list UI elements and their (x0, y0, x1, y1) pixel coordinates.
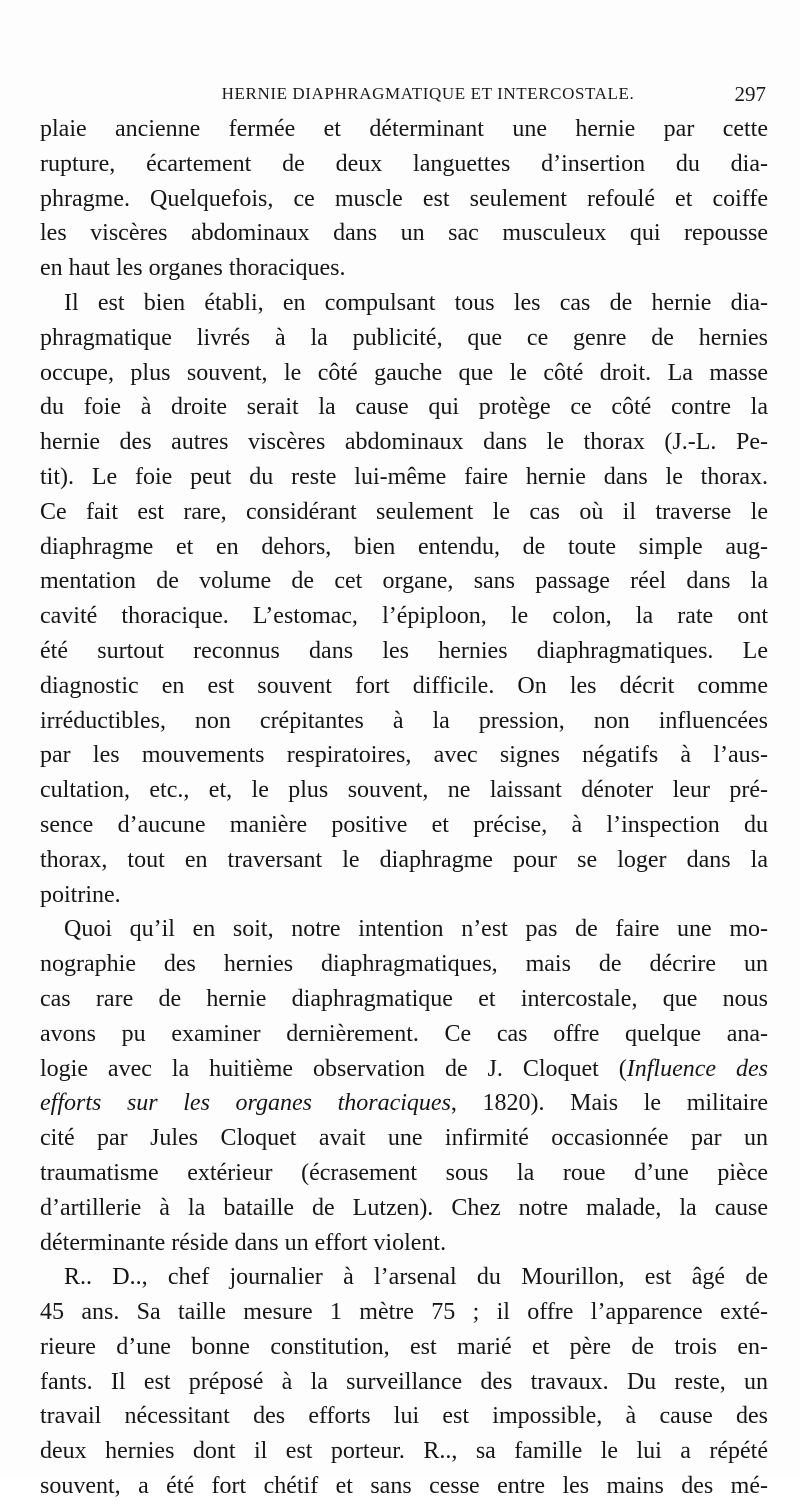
text-line: occupe, plus souvent, le côté gauche que le côté droit. La masse (40, 359, 768, 386)
text-line: hernie des autres viscères abdominaux dans le thorax (J.-L. Pe- (40, 429, 768, 456)
text-line: irréductibles, non crépitantes à la pression, non influencées (40, 707, 768, 734)
text-line: d’artillerie à la bataille de Lutzen). Chez notre malade, la cause (40, 1194, 768, 1221)
text-line: poitrine. (40, 881, 121, 908)
text-line: plaie ancienne fermée et déterminant une hernie par cette (40, 116, 768, 142)
text-line: en haut les organes thoraciques. (40, 255, 346, 282)
text-line: phragmatique livrés à la publicité, que ce genre de hernies (40, 324, 768, 351)
text-line: deux hernies dont il est porteur. R.., sa famille le lui a répété (40, 1438, 768, 1465)
text-line: les viscères abdominaux dans un sac musculeux qui repousse (40, 220, 768, 247)
text-segment: logie avec la huitième observation de J. Cloquet ( (40, 1055, 627, 1082)
text-line: travail nécessitant des efforts lui est impossible, à cause des (40, 1403, 768, 1430)
cited-work-title: Influence des (626, 1055, 768, 1082)
text-line: cavité thoracique. L’estomac, l’épiploon, le colon, la rate ont (40, 603, 768, 630)
page-number: 297 (734, 82, 766, 106)
text-line: traumatisme extérieur (écrasement sous la roue d’une pièce (40, 1159, 768, 1186)
text-line: diagnostic en est souvent fort difficile. On les décrit comme (40, 672, 768, 699)
text-line: cultation, etc., et, le plus souvent, ne laissant dénoter leur pré- (40, 777, 768, 804)
text-line: 45 ans. Sa taille mesure 1 mètre 75 ; il offre l’apparence exté- (40, 1299, 768, 1326)
cited-work-title: efforts sur les organes thoraciques (40, 1090, 451, 1117)
paragraph-1 (40, 112, 768, 286)
text-line: rieure d’une bonne constitution, est marié et père de trois en- (40, 1333, 768, 1360)
paragraph-3 (40, 912, 768, 1260)
text-line: thorax, tout en traversant le diaphragme pour se loger dans la (40, 846, 768, 873)
text-line: souvent, a été fort chétif et sans cesse entre les mains des mé- (40, 1473, 768, 1500)
text-line: Il est bien établi, en compulsant tous les cas de hernie dia- (64, 289, 768, 316)
paragraph-2 (40, 286, 768, 912)
text-line: du foie à droite serait la cause qui protège ce côté contre la (40, 394, 768, 421)
text-line: cas rare de hernie diaphragmatique et intercostale, que nous (40, 985, 768, 1012)
body-text (40, 112, 768, 1504)
text-line: sence d’aucune manière positive et précise, à l’inspection du (40, 811, 768, 838)
text-line: déterminante réside dans un effort violent. (40, 1229, 447, 1256)
text-line (40, 1052, 768, 1087)
text-line: par les mouvements respiratoires, avec signes négatifs à l’aus- (40, 742, 768, 769)
text-line: Ce fait est rare, considérant seulement le cas où il traverse le (40, 498, 768, 525)
paragraph-4 (40, 1260, 768, 1504)
text-line: tit). Le foie peut du reste lui-même faire hernie dans le thorax. (40, 463, 768, 490)
text-line: rupture, écartement de deux languettes d’insertion du dia- (40, 150, 768, 177)
text-line: R.. D.., chef journalier à l’arsenal du Mourillon, est âgé de (64, 1264, 768, 1291)
text-line: avons pu examiner dernièrement. Ce cas offre quelque ana- (40, 1020, 768, 1047)
running-title: HERNIE DIAPHRAGMATIQUE ET INTERCOSTALE. (221, 84, 635, 103)
text-segment: , 1820). Mais le militaire (450, 1090, 768, 1117)
text-line: Quoi qu’il en soit, notre intention n’est pas de faire une mo- (64, 916, 768, 943)
text-line: phragme. Quelquefois, ce muscle est seulement refoulé et coiffe (40, 185, 768, 212)
text-line (40, 1086, 768, 1121)
text-line: cité par Jules Cloquet avait une infirmité occasionnée par un (40, 1125, 768, 1152)
text-line: fants. Il est préposé à la surveillance des travaux. Du reste, un (40, 1368, 768, 1395)
text-line: diaphragme et en dehors, bien entendu, de toute simple aug- (40, 533, 768, 560)
text-line: mentation de volume de cet organe, sans passage réel dans la (40, 568, 768, 595)
text-line: nographie des hernies diaphragmatiques, mais de décrire un (40, 951, 768, 978)
text-line: été surtout reconnus dans les hernies diaphragmatiques. Le (40, 637, 768, 664)
